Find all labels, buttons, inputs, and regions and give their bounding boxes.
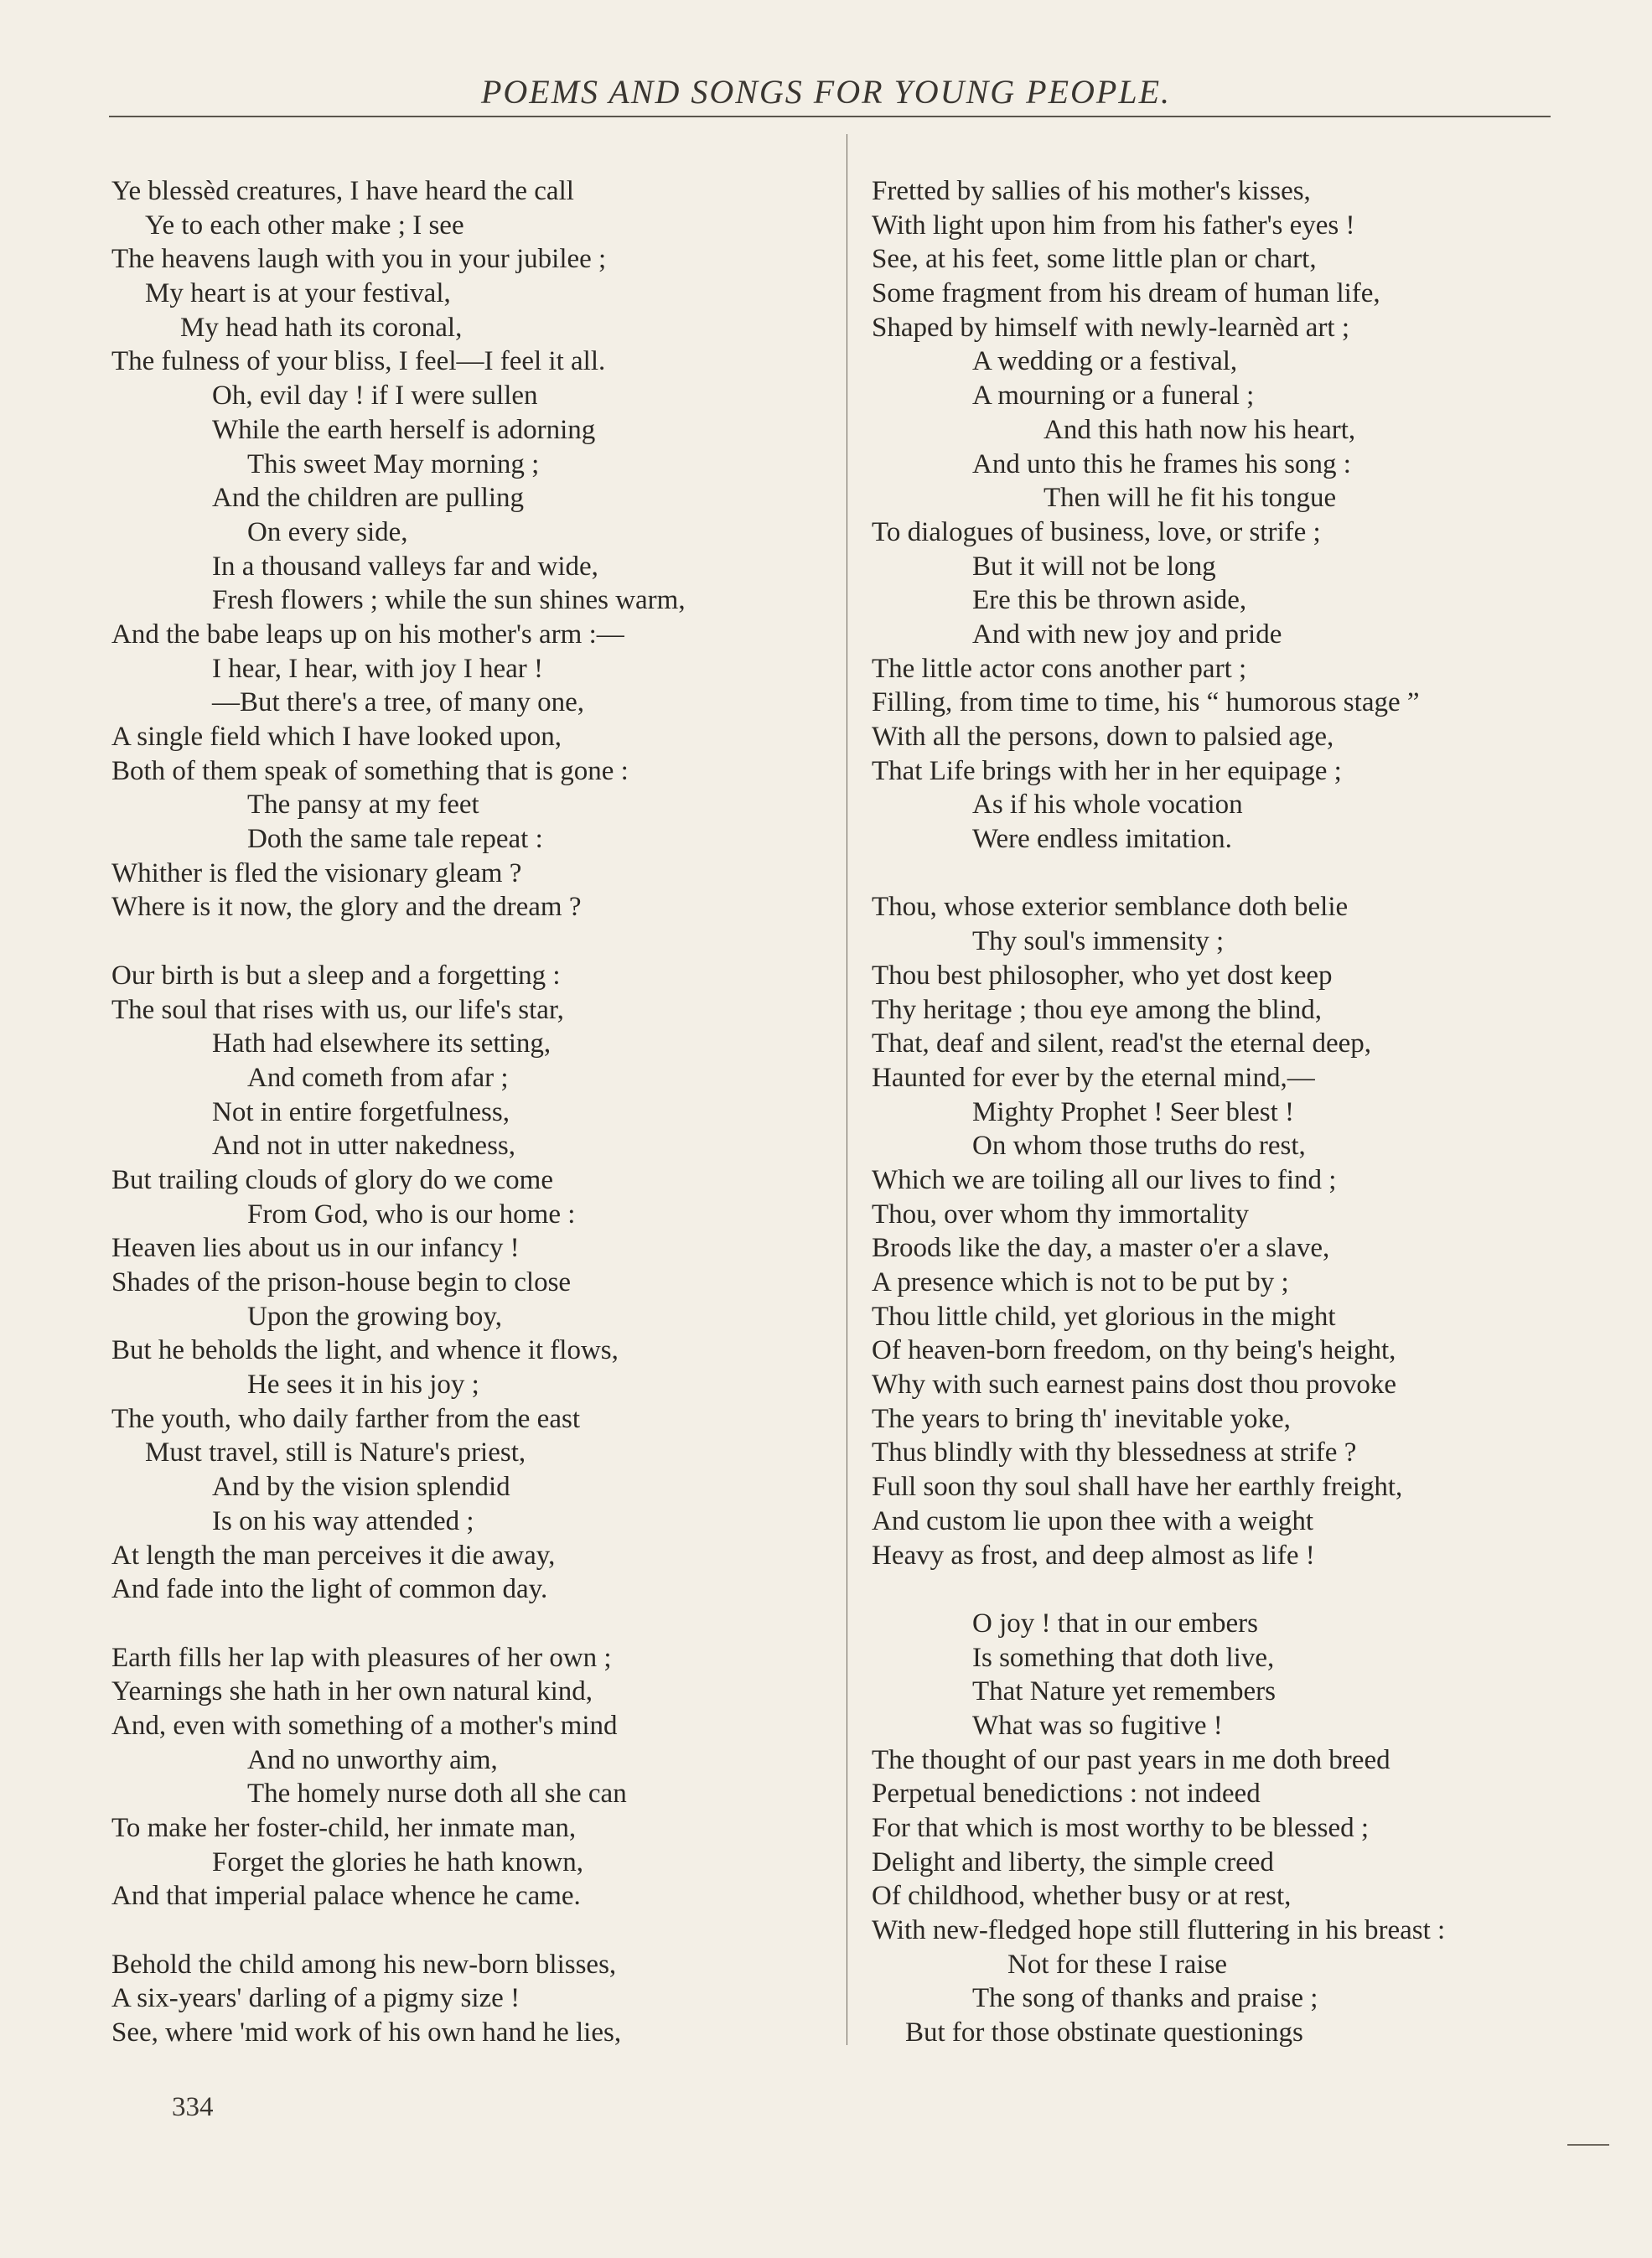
poem-line: And fade into the light of common day.	[111, 1574, 548, 1605]
poem-line: And, even with something of a mother's mind	[111, 1710, 618, 1741]
poem-line: But for those obstinate questionings	[905, 2017, 1303, 2048]
poem-line: And cometh from afar ;	[247, 1062, 509, 1093]
poem-line: Is on his way attended ;	[212, 1505, 474, 1536]
poem-line: That Nature yet remembers	[972, 1676, 1276, 1707]
poem-line: Shades of the prison-house begin to close	[111, 1267, 572, 1297]
poem-line: A presence which is not to be put by ;	[872, 1267, 1289, 1297]
poem-line: And unto this he frames his song :	[972, 448, 1351, 479]
poem-line: While the earth herself is adorning	[212, 414, 596, 445]
page-header-title: POEMS AND SONGS FOR YOUNG PEOPLE.	[480, 73, 1171, 111]
poem-line: The pansy at my feet	[247, 790, 479, 821]
poem-line: As if his whole vocation	[972, 790, 1243, 821]
poem-line: Fresh flowers ; while the sun shines warm,	[212, 585, 686, 616]
poem-line: Full soon thy soul shall have her earthly freight,	[872, 1472, 1403, 1503]
poem-line: Earth fills her lap with pleasures of her own ;	[111, 1642, 612, 1673]
poem-line: That Life brings with her in her equipage ;	[872, 755, 1342, 786]
stanza-break	[872, 857, 1592, 891]
poem-line: A wedding or a festival,	[972, 346, 1238, 377]
poem-line: Forget the glories he hath known,	[212, 1846, 583, 1877]
stanza-break	[111, 924, 832, 959]
poem-line: And the children are pulling	[212, 483, 525, 514]
poem-line: Mighty Prophet ! Seer blest !	[972, 1096, 1295, 1127]
poem-line: At length the man perceives it die away,	[111, 1540, 556, 1571]
poem-line: The soul that rises with us, our life's star,	[111, 994, 564, 1025]
poem-line: Thy soul's immensity ;	[972, 926, 1225, 957]
poem-line: The thought of our past years in me doth breed	[872, 1744, 1390, 1775]
poem-line: And not in utter nakedness,	[212, 1131, 516, 1162]
poem-line: My head hath its coronal,	[180, 312, 463, 343]
poem-line: And with new joy and pride	[972, 619, 1282, 650]
poem-line: The song of thanks and praise ;	[972, 1983, 1318, 2014]
poem-line: But trailing clouds of glory do we come	[111, 1164, 553, 1195]
poem-line: Delight and liberty, the simple creed	[872, 1846, 1274, 1877]
poem-line: Upon the growing boy,	[247, 1301, 502, 1332]
poem-line: Not in entire forgetfulness,	[212, 1096, 510, 1127]
poem-line: On every side,	[247, 516, 408, 547]
poem-line: Where is it now, the glory and the dream ?	[111, 892, 582, 923]
stanza-break	[111, 1914, 832, 1948]
poem-line: The homely nurse doth all she can	[247, 1779, 627, 1810]
poem-line: See, where 'mid work of his own hand he lies,	[111, 2017, 622, 2048]
poem-line: And custom lie upon thee with a weight	[872, 1505, 1313, 1536]
poem-line: See, at his feet, some little plan or chart,	[872, 244, 1317, 275]
poem-line: Both of them speak of something that is gone :	[111, 755, 629, 786]
poem-line: Doth the same tale repeat :	[247, 824, 543, 855]
poem-line: Perpetual benedictions : not indeed	[872, 1779, 1261, 1810]
page-number: 334	[172, 2092, 214, 2122]
poem-line: With new-fledged hope still fluttering in his breast :	[872, 1915, 1446, 1946]
poem-line: A six-years' darling of a pigmy size !	[111, 1983, 520, 2014]
poem-line: Ye to each other make ; I see	[145, 210, 464, 241]
poem-line: But it will not be long	[972, 551, 1216, 582]
poem-line: And by the vision splendid	[212, 1472, 510, 1503]
poem-line: Thou, over whom thy immortality	[872, 1199, 1250, 1230]
right-column	[872, 174, 1592, 2050]
header-rule	[109, 116, 1551, 117]
poem-line: Must travel, still is Nature's priest,	[145, 1437, 526, 1468]
poem-line: Thou, whose exterior semblance doth belie	[872, 892, 1349, 923]
poem-line: The youth, who daily farther from the east	[111, 1403, 580, 1434]
poem-line: The fulness of your bliss, I feel—I feel it all.	[111, 346, 606, 377]
poem-line: Fretted by sallies of his mother's kisses,	[872, 176, 1311, 206]
poem-line: Thou little child, yet glorious in the might	[872, 1301, 1336, 1332]
poem-line: Of childhood, whether busy or at rest,	[872, 1881, 1292, 1912]
poem-line: Thus blindly with thy blessedness at strife ?	[872, 1437, 1357, 1468]
poem-line: Ere this be thrown aside,	[972, 585, 1247, 616]
poem-line: And no unworthy aim,	[247, 1744, 498, 1775]
poem-line: He sees it in his joy ;	[247, 1370, 479, 1401]
poem-line: That, deaf and silent, read'st the eternal deep,	[872, 1028, 1372, 1059]
poem-line: From God, who is our home :	[247, 1199, 576, 1230]
poem-line: The years to bring th' inevitable yoke,	[872, 1403, 1291, 1434]
poem-line: And that imperial palace whence he came.	[111, 1881, 581, 1912]
poem-line: A mourning or a funeral ;	[972, 381, 1255, 412]
poem-line: O joy ! that in our embers	[972, 1608, 1258, 1639]
poem-line: Whither is fled the visionary gleam ?	[111, 857, 522, 888]
poem-line: On whom those truths do rest,	[972, 1131, 1306, 1162]
poem-line: The little actor cons another part ;	[872, 653, 1247, 684]
poem-line: In a thousand valleys far and wide,	[212, 551, 598, 582]
poem-line: Thou best philosopher, who yet dost keep	[872, 960, 1333, 991]
poem-line: What was so fugitive !	[972, 1710, 1223, 1741]
poem-line: And this hath now his heart,	[1044, 414, 1356, 445]
poem-line: Not for these I raise	[1007, 1949, 1228, 1980]
poem-line: To dialogues of business, love, or strife ;	[872, 516, 1321, 547]
poem-line: Filling, from time to time, his “ humorous stage ”	[872, 687, 1420, 718]
poem-line: Yearnings she hath in her own natural kind,	[111, 1676, 593, 1707]
poem-line: But he beholds the light, and whence it flows,	[111, 1335, 619, 1366]
poem-line: With all the persons, down to palsied age,	[872, 722, 1334, 752]
poem-line: Which we are toiling all our lives to find ;	[872, 1164, 1337, 1195]
poem-line: A single field which I have looked upon,	[111, 722, 562, 752]
poem-line: Behold the child among his new-born blisses,	[111, 1949, 617, 1980]
poem-line: Ye blessèd creatures, I have heard the call	[111, 176, 574, 206]
poem-line: Thy heritage ; thou eye among the blind,	[872, 994, 1323, 1025]
poem-line: Is something that doth live,	[972, 1642, 1275, 1673]
poem-line: The heavens laugh with you in your jubilee ;	[111, 244, 607, 275]
poem-line: For that which is most worthy to be blessed ;	[872, 1813, 1370, 1843]
poem-line: Oh, evil day ! if I were sullen	[212, 381, 538, 412]
poem-line: Heaven lies about us in our infancy !	[111, 1233, 520, 1264]
poem-line: Some fragment from his dream of human life,	[872, 278, 1380, 309]
poem-line: To make her foster-child, her inmate man,	[111, 1813, 577, 1843]
poem-line: My heart is at your festival,	[145, 278, 451, 309]
stanza-break	[111, 1607, 832, 1641]
poem-line: I hear, I hear, with joy I hear !	[212, 653, 544, 684]
corner-mark	[1567, 2144, 1609, 2146]
poem-line: And the babe leaps up on his mother's arm :—	[111, 619, 624, 650]
poem-line: Heavy as frost, and deep almost as life !	[872, 1540, 1315, 1571]
poem-line: Were endless imitation.	[972, 824, 1232, 855]
poem-line: With light upon him from his father's eyes !	[872, 210, 1355, 241]
poem-line: Haunted for ever by the eternal mind,—	[872, 1062, 1315, 1093]
poem-line: Then will he fit his tongue	[1044, 483, 1337, 514]
poem-line: Broods like the day, a master o'er a slave,	[872, 1233, 1330, 1264]
poem-line: Of heaven-born freedom, on thy being's height,	[872, 1335, 1396, 1366]
poem-line: Hath had elsewhere its setting,	[212, 1028, 552, 1059]
stanza-break	[872, 1572, 1592, 1607]
poem-line: This sweet May morning ;	[247, 448, 540, 479]
poem-line: Our birth is but a sleep and a forgetting :	[111, 960, 561, 991]
left-column	[111, 174, 832, 2050]
poem-line: Why with such earnest pains dost thou provoke	[872, 1370, 1396, 1401]
poem-line: Shaped by himself with newly-learnèd art ;	[872, 312, 1350, 343]
poem-line: —But there's a tree, of many one,	[212, 687, 584, 718]
